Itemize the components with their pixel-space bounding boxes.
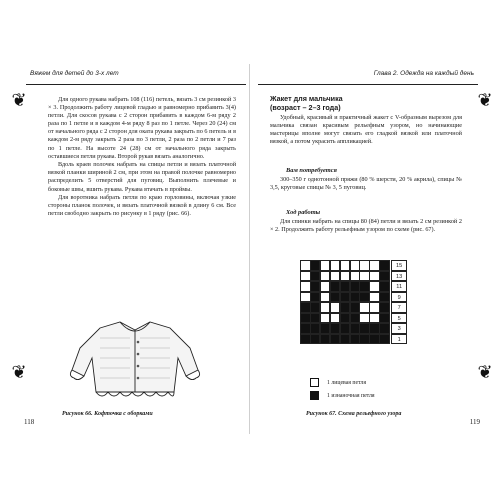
right-header-rule	[258, 84, 478, 85]
left-page	[11, 64, 250, 434]
procedure-paragraph: Для спинки набрать на спицы 80 (84) петли и вязать 2 см резинкой 2 × 2. Продолжить работу рельефным узором по схеме (рис. 67).	[270, 218, 462, 234]
chart-row-label: 1	[391, 334, 407, 345]
purl-stitch-cell	[379, 334, 390, 345]
chart-row	[300, 281, 407, 292]
purl-stitch-cell	[379, 323, 390, 334]
left-running-head: Вяжем для детей до 3-х лет	[30, 70, 119, 77]
chart-row-label: 3	[391, 323, 407, 334]
chart-row	[300, 271, 407, 282]
procedure-heading: Ход работы	[286, 209, 321, 216]
ruffled-cardigan-illustration	[60, 318, 210, 404]
chart-row	[300, 313, 407, 324]
purl-stitch-cell	[379, 271, 390, 282]
purl-stitch-cell	[379, 302, 390, 313]
chart-row	[300, 292, 407, 303]
right-ornament-top-icon: ❦	[477, 90, 493, 111]
purl-stitch-swatch	[310, 391, 319, 400]
chart-row-label: 9	[391, 292, 407, 303]
left-ornament-bottom-icon: ❦	[11, 362, 27, 383]
intro-text	[270, 114, 462, 147]
knit-stitch-swatch	[310, 378, 319, 387]
right-page	[254, 64, 493, 434]
materials-paragraph: 300–350 г однотонной пряжи (80 % шерсти, 20 % акрила), спицы № 3,5, круговые спицы № 3, 5 пуговиц.	[270, 176, 462, 192]
figure-66-caption: Рисунок 66. Кофточка с оборками	[62, 411, 153, 417]
section-title-line-1: Жакет для мальчика	[270, 94, 343, 103]
right-running-head: Глава 2. Одежда на каждый день	[373, 70, 474, 77]
legend-item-purl	[310, 390, 375, 401]
right-page-number: 119	[469, 418, 480, 426]
left-paragraph-1: Для одного рукава набрать 108 (116) петель, вязать 3 см резинкой 3 × 3. Продолжить работу лицевой гладью и равномерно прибавить 3(4) петли. Для скосов рукава с 2 сторон прибавить в каждом 6-м ряду 2 раза по 1 петле и в каждом 4-м ряду 8 раз по 1 петле. Через 20 (24) см от начального ряда с 2 сторон для оката рукава закрыть по 6 петель и в каждом 2-м ряду закрыть 2 раза по 3 петли, 2 раза по 2 петли и 7 раз по 1 петле. На высоте 24 (28) см от начального ряда закрыть оставшиеся петли рукава. Второй рукав вязать аналогично.	[48, 96, 236, 160]
left-header-rule	[26, 84, 246, 85]
section-title	[270, 94, 390, 112]
left-body-text	[48, 96, 236, 219]
intro-paragraph: Удобный, красивый и практичный жакет с V-образным вырезом для мальчика связан красивым рельефным узором, но начинающие мастерицы вполне могут связать его гладкой вязкой или платочной вязкой, а потом украсить аппликацией.	[270, 114, 462, 146]
materials-heading: Вам потребуется	[286, 167, 337, 174]
left-paragraph-3: Для воротника набрать петли по краю горловины, включая узкие стороны планок полочек, и вязать платочной вязкой в длину 6 см. Все петли свободно закрыть по рисунку в 1 ряду (рис. 66).	[48, 194, 236, 218]
purl-stitch-cell	[379, 313, 390, 324]
chart-row	[300, 260, 407, 271]
section-title-line-2: (возраст – 2–3 года)	[270, 103, 341, 112]
book-spread	[11, 64, 493, 434]
left-page-number: 118	[24, 418, 35, 426]
legend-label-knit: 1 лицевая петля	[327, 379, 366, 386]
chart-row-label: 13	[391, 271, 407, 282]
left-paragraph-2: Вдоль краев полочек набрать на спицы петли и вязать платочной вязкой планки шириной 2 см, при этом на правой полочке равномерно распределить 5 отверстий для пуговиц. Выполнить плечевые и боковые швы, вшить рукава. Рукава втачать в проймы.	[48, 161, 236, 193]
purl-stitch-cell	[379, 292, 390, 303]
chart-row	[300, 302, 407, 313]
chart-row-label: 15	[391, 260, 407, 271]
materials-text	[270, 176, 462, 193]
legend-item-knit	[310, 377, 375, 388]
chart-row-label: 11	[391, 281, 407, 292]
legend-label-purl: 1 изнаночная петля	[327, 392, 375, 399]
right-ornament-bottom-icon: ❦	[477, 362, 493, 383]
chart-row-label: 7	[391, 302, 407, 313]
figure-67-caption: Рисунок 67. Схема рельефного узора	[306, 411, 402, 417]
chart-row	[300, 323, 407, 334]
chart-row	[300, 334, 407, 345]
chart-legend	[310, 377, 375, 403]
purl-stitch-cell	[379, 260, 390, 271]
procedure-text	[270, 218, 462, 235]
relief-pattern-chart	[300, 260, 407, 344]
purl-stitch-cell	[379, 281, 390, 292]
chart-row-label: 5	[391, 313, 407, 324]
left-ornament-top-icon: ❦	[11, 90, 27, 111]
